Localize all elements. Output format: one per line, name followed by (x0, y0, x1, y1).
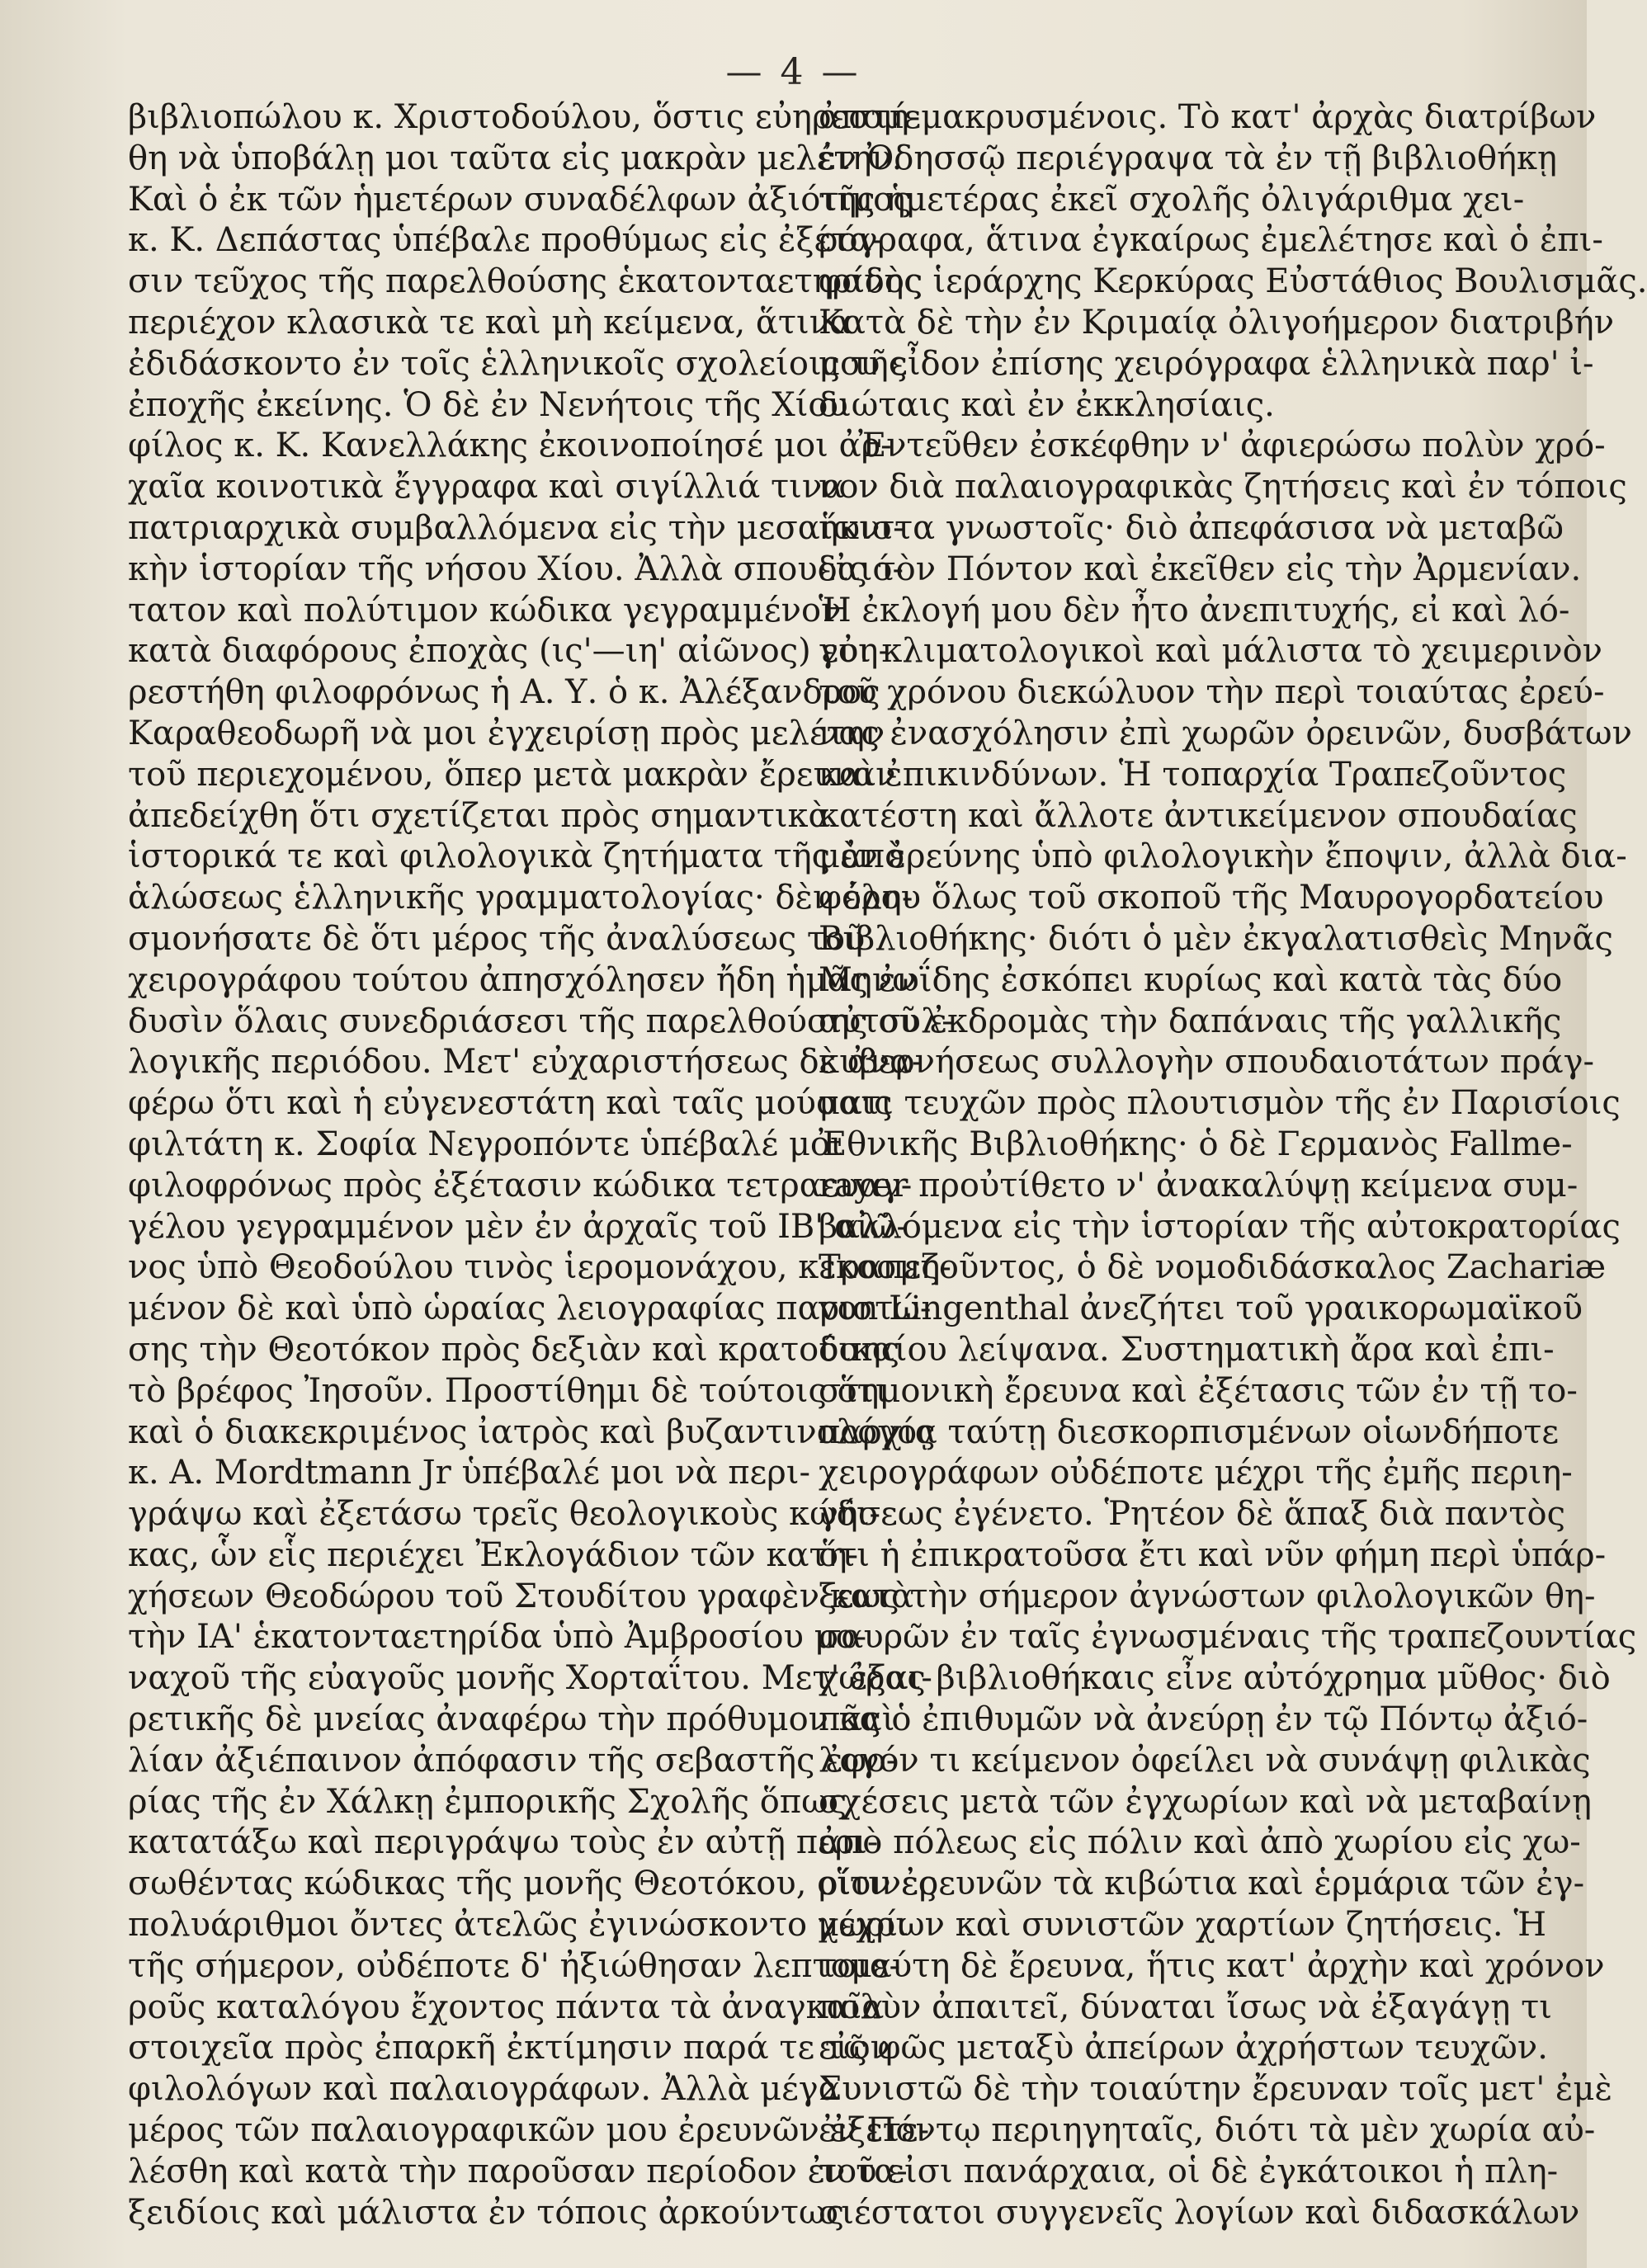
text-line: ἐποχῆς ἐκείνης. Ὁ δὲ ἐν Νενήτοις τῆς Χίου (128, 385, 848, 424)
text-line: ρίον ἐρευνῶν τὰ κιβώτια καὶ ἑρμάρια τῶν ἐγ- (819, 1865, 1585, 1903)
text-line: σιέστατοι συγγενεῖς λογίων καὶ διδασκάλων (819, 2193, 1580, 2232)
text-line: κυβερνήσεως συλλογὴν σπουδαιοτάτων πράγ- (819, 1043, 1595, 1082)
text-line: ρόγραφα, ἅτινα ἐγκαίρως ἐμελέτησε καὶ ὁ ἐπι- (819, 221, 1603, 260)
text-line: περιέχον κλασικὰ τε καὶ μὴ κείμενα, ἅτινα (128, 303, 852, 342)
text-line: Τραπεζοῦντος, ὁ δὲ νομοδιδάσκαλος Zachariæ (819, 1248, 1607, 1287)
text-line: μένον δὲ καὶ ὑπὸ ὡραίας λειογραφίας παριστώ- (128, 1290, 932, 1328)
text-line: λέσθη καὶ κατὰ τὴν παροῦσαν περίοδον ἐν τα- (128, 2152, 908, 2190)
text-line: κ. A. Mordtmann Jr ὑπέβαλέ μοι νὰ περι- (128, 1454, 810, 1492)
text-line: ἀπεδείχθη ὅτι σχετίζεται πρὸς σημαντικὰ (128, 796, 831, 835)
text-line: Κατὰ δὲ τὴν ἐν Κριμαίᾳ ὀλιγοήμερον διατριβήν (819, 303, 1615, 342)
text-line: Βιβλιοθήκης· διότι ὁ μὲν ἐκγαλατισθεὶς Μηνᾶς (819, 919, 1613, 958)
text-line: σιν τεῦχος τῆς παρελθούσης ἑκατονταετηρίδος (128, 262, 923, 301)
text-line: καὶ ἐπικινδύνων. Ἡ τοπαρχία Τραπεζοῦντος (819, 755, 1567, 794)
text-line: πᾶς ὁ ἐπιθυμῶν νὰ ἀνεύρῃ ἐν τῷ Πόντῳ ἀξιό- (819, 1700, 1588, 1739)
text-line: χειρογράφων οὐδέποτε μέχρι τῆς ἐμῆς περιη- (819, 1454, 1573, 1492)
left-text-column (128, 97, 953, 2242)
text-line: τὴν ΙΑ' ἑκατονταετηρίδα ὑπὸ Ἀμβροσίου μο- (128, 1618, 867, 1657)
text-line: διώταις καὶ ἐν ἐκκλησίαις. (819, 385, 1275, 424)
text-line: γοι κλιματολογικοὶ καὶ μάλιστα τὸ χειμερινὸν (819, 632, 1602, 671)
text-line: νας ἐνασχόλησιν ἐπὶ χωρῶν ὀρεινῶν, δυσβάτων (819, 714, 1632, 752)
text-line: ματι τευχῶν πρὸς πλουτισμὸν τῆς ἐν Παρισίοις (819, 1084, 1621, 1123)
text-line: πολυάριθμοι ὄντες ἀτελῶς ἐγινώσκοντο μέχρι (128, 1906, 908, 1945)
text-line: ροῦς καταλόγου ἔχοντος πάντα τὰ ἀναγκαῖα (128, 1987, 885, 2026)
text-line: φιλοφρόνως πρὸς ἐξέτασιν κώδικα τετραευαγ- (128, 1166, 913, 1205)
text-line: Ἡ ἐκλογή μου δὲν ἦτο ἀνεπιτυχής, εἰ καὶ λό- (819, 591, 1570, 629)
text-line: ἥκιστα γνωστοῖς· διὸ ἀπεφάσισα νὰ μεταβῶ (819, 508, 1564, 547)
text-line: τὸ βρέφος Ἰησοῦν. Προστίθημι δὲ τούτοις ὅτι (128, 1371, 889, 1410)
text-line: γέλου γεγραμμένον μὲν ἐν ἀρχαῖς τοῦ ΙΒ' αἰῶ- (128, 1207, 908, 1246)
text-line: εἰς φῶς μεταξὺ ἀπείρων ἀχρήστων τευχῶν. (819, 2029, 1548, 2068)
text-line: γράψω καὶ ἐξετάσω τρεῖς θεολογικοὺς κώδι- (128, 1495, 881, 1534)
text-line: θη νὰ ὑποβάλῃ μοι ταῦτα εἰς μακρὰν μελέτην. (128, 139, 903, 177)
text-line: Καραθεοδωρῆ νὰ μοι ἐγχειρίσῃ πρὸς μελέτην (128, 714, 885, 752)
text-line: στοιχεῖα πρὸς ἐπαρκῆ ἐκτίμησιν παρά τε τῶν (128, 2029, 890, 2068)
text-line: ὅτι ἡ ἐπικρατοῦσα ἔτι καὶ νῦν φήμη περὶ ὑπάρ- (819, 1535, 1607, 1574)
text-line: Καὶ ὁ ἐκ τῶν ἡμετέρων συναδέλφων ἀξιότιμος (128, 180, 912, 219)
text-line: ἁλώσεως ἑλληνικῆς γραμματολογίας· δὲν ἐλη- (128, 879, 913, 917)
text-line: σαυρῶν ἐν ταῖς ἐγνωσμέναις τῆς τραπεζουντίας (819, 1618, 1637, 1657)
text-line: μου εἶδον ἐπίσης χειρόγραφα ἑλληνικὰ παρ' ἰ- (819, 344, 1594, 383)
text-line: δυσὶν ὅλαις συνεδριάσεσι τῆς παρελθούσης συλ- (128, 1002, 953, 1040)
text-line: Ἐντεῦθεν ἐσκέφθην ν' ἀφιερώσω πολὺν χρό- (858, 427, 1606, 465)
text-line: Ἐθνικῆς Βιβλιοθήκης· ὁ δὲ Γερμανὸς Fallme- (819, 1125, 1573, 1163)
text-line: ἐν Πόντῳ περιηγηταῖς, διότι τὰ μὲν χωρία αὐ- (819, 2111, 1596, 2150)
text-line: ναχοῦ τῆς εὐαγοῦς μονῆς Χορταΐτου. Μετ' ἐξαι- (128, 1659, 932, 1698)
text-line: γήσεως ἐγένετο. Ῥητέον δὲ ἅπαξ διὰ παντὸς (819, 1495, 1565, 1534)
text-line: εἰς τὸν Πόντον καὶ ἐκεῖθεν εἰς τὴν Ἀρμενίαν. (819, 549, 1582, 588)
right-text-column (819, 97, 1647, 2242)
text-line: νον διὰ παλαιογραφικὰς ζητήσεις καὶ ἐν τόποις (819, 468, 1627, 507)
text-line: λογόν τι κείμενον ὀφείλει νὰ συνάψῃ φιλικὰς (819, 1741, 1591, 1780)
text-line: ρεστήθη φιλοφρόνως ἡ Α. Υ. ὁ κ. Ἀλέξανδρος (128, 673, 880, 712)
text-line: πολὺν ἀπαιτεῖ, δύναται ἴσως νὰ ἐξαγάγῃ τι (819, 1987, 1552, 2026)
text-line: μὲν ἐρεύνης ὑπὸ φιλολογικὴν ἔποψιν, ἀλλὰ δια- (819, 837, 1627, 876)
text-line: καὶ ὁ διακεκριμένος ἰατρὸς καὶ βυζαντινολόγος (128, 1412, 936, 1451)
text-line: χωρίων καὶ συνιστῶν χαρτίων ζητήσεις. Ἡ (819, 1906, 1547, 1945)
text-line: ρίας τῆς ἐν Χάλκῃ ἐμπορικῆς Σχολῆς ὅπως (128, 1782, 847, 1821)
text-line: rayer προὐτίθετο ν' ἀνακαλύψῃ κείμενα συμ- (819, 1166, 1579, 1205)
text-line: φέρω ὅτι καὶ ἡ εὐγενεστάτη καὶ ταῖς μούσαις (128, 1084, 893, 1123)
text-line: ξειδίοις καὶ μάλιστα ἐν τόποις ἀρκούντως (128, 2193, 844, 2232)
text-line: Συνιστῶ δὲ τὴν τοιαύτην ἔρευναν τοῖς μετ' ἐμὲ (819, 2070, 1612, 2109)
text-line: ξεως τὴν σήμερον ἀγνώστων φιλολογικῶν θη- (819, 1577, 1596, 1615)
text-line: νος ὑπὸ Θεοδούλου τινὸς ἱερομονάχου, κεκοσμη- (128, 1248, 951, 1287)
text-line: σχέσεις μετὰ τῶν ἐγχωρίων καὶ νὰ μεταβαίνῃ (819, 1782, 1592, 1821)
text-line: τῆς ἡμετέρας ἐκεῖ σχολῆς ὀλιγάριθμα χει- (819, 180, 1525, 219)
text-line: φόρου ὅλως τοῦ σκοποῦ τῆς Μαυρογορδατείου (819, 879, 1604, 917)
text-line: κας, ὧν εἷς περιέχει Ἐκλογάδιον τῶν κατη- (128, 1535, 859, 1574)
text-line: χήσεων Θεοδώρου τοῦ Στουδίτου γραφὲν κατὰ (128, 1577, 913, 1615)
text-line: μέρος τῶν παλαιογραφικῶν μου ἐρευνῶν ἐξετε- (128, 2111, 930, 2150)
text-line: δικαίου λείψανα. Συστηματικὴ ἄρα καὶ ἐπι- (819, 1330, 1555, 1369)
text-line: χαῖα κοινοτικὰ ἔγγραφα καὶ σιγίλλιά τινα (128, 468, 845, 507)
text-line: τοιαύτη δὲ ἔρευνα, ἥτις κατ' ἀρχὴν καὶ χρόνον (819, 1946, 1605, 1985)
text-line: κατὰ διαφόρους ἐποχὰς (ις'—ιη' αἰῶνος) εὐη- (128, 632, 890, 671)
text-line: von Lingenthal ἀνεζήτει τοῦ γραικορωμαϊκοῦ (819, 1290, 1583, 1328)
text-line: χειρογράφου τούτου ἀπησχόλησεν ἤδη ἡμᾶς ἐν (128, 960, 917, 999)
text-line: κ. Κ. Δεπάστας ὑπέβαλε προθύμως εἰς ἐξέτα- (128, 221, 883, 260)
text-line: λογικῆς περιόδου. Μετ' εὐχαριστήσεως δὲ ἀνα- (128, 1043, 923, 1082)
text-line: Μηνωΐδης ἐσκόπει κυρίως καὶ κατὰ τὰς δύο (819, 960, 1563, 999)
text-line: αὐτοῦ ἐκδρομὰς τὴν δαπάναις τῆς γαλλικῆς (819, 1002, 1562, 1040)
text-line: φίλος κ. Κ. Κανελλάκης ἐκοινοποίησέ μοι ἀρ- (128, 427, 892, 465)
text-line: τοῦ περιεχομένου, ὅπερ μετὰ μακρὰν ἔρευναν (128, 755, 896, 794)
text-line: φανὴς ἱεράρχης Κερκύρας Εὐστάθιος Βουλισμᾶς. (819, 262, 1647, 301)
text-line: ἐδιδάσκοντο ἐν τοῖς ἑλληνικοῖς σχολείοις τῆς (128, 344, 908, 383)
text-line: τοῦ χρόνου διεκώλυον τὴν περὶ τοιαύτας ἐρεύ- (819, 673, 1605, 712)
text-line: στημονικὴ ἔρευνα καὶ ἐξέτασις τῶν ἐν τῇ το- (819, 1371, 1578, 1410)
text-line: κατατάξω καὶ περιγράψω τοὺς ἐν αὐτῇ περι- (128, 1823, 879, 1862)
text-line: ἐν Ὀδησσῷ περιέγραψα τὰ ἐν τῇ βιβλιοθήκῃ (819, 139, 1557, 177)
text-line: ρετικῆς δὲ μνείας ἀναφέρω τὴν πρόθυμον καὶ (128, 1700, 895, 1739)
text-line: σης τὴν Θεοτόκον πρὸς δεξιὰν καὶ κρατούσης (128, 1330, 900, 1369)
text-line: ἀπὸ πόλεως εἰς πόλιν καὶ ἀπὸ χωρίου εἰς χω- (819, 1823, 1581, 1862)
text-line: φιλτάτη κ. Σοφία Νεγροπόντε ὑπέβαλέ μοι (128, 1125, 843, 1163)
text-line: σμονήσατε δὲ ὅτι μέρος τῆς ἀναλύσεως τοῦ (128, 919, 866, 958)
text-line: βιβλιοπώλου κ. Χριστοδούλου, ὅστις εὐηρεστή- (128, 98, 921, 136)
text-line: παρχίᾳ ταύτῃ διεσκορπισμένων οἱωνδήποτε (819, 1412, 1560, 1451)
text-line: ἱστορικά τε καὶ φιλολογικὰ ζητήματα τῆς ἀπὸ (128, 837, 905, 876)
text-line: πατριαρχικὰ συμβαλλόμενα εἰς τὴν μεσαιωνι- (128, 508, 904, 547)
text-line: βαλλόμενα εἰς τὴν ἱστορίαν τῆς αὐτοκρατορίας (819, 1207, 1621, 1246)
text-line: λίαν ἀξιέπαινον ἀπόφασιν τῆς σεβαστῆς ἐφο- (128, 1741, 898, 1780)
text-line: τοῦ εἰσι πανάρχαια, οἱ δὲ ἐγκάτοικοι ἡ πλη- (819, 2152, 1559, 2190)
page-number: — 4 — (725, 51, 861, 93)
text-line: κατέστη καὶ ἄλλοτε ἀντικείμενον σπουδαίας (819, 796, 1578, 835)
text-line: τῆς σήμερον, οὐδέποτε δ' ἠξιώθησαν λεπτομε- (128, 1946, 900, 1985)
text-line: σωθέντας κώδικας τῆς μονῆς Θεοτόκου, οἵτινες (128, 1865, 937, 1903)
text-line: χώρας βιβλιοθήκαις εἶνε αὐτόχρημα μῦθος· διὸ (819, 1659, 1611, 1698)
text-line: τατον καὶ πολύτιμον κώδικα γεγραμμένον (128, 591, 842, 629)
text-line: κὴν ἱστορίαν τῆς νήσου Χίου. Ἀλλὰ σπουδαιό- (128, 549, 904, 588)
text-line: φιλολόγων καὶ παλαιογράφων. Ἀλλὰ μέγα (128, 2070, 841, 2109)
text-line: ἀπομεμακρυσμένοις. Τὸ κατ' ἀρχὰς διατρίβων (819, 98, 1597, 136)
